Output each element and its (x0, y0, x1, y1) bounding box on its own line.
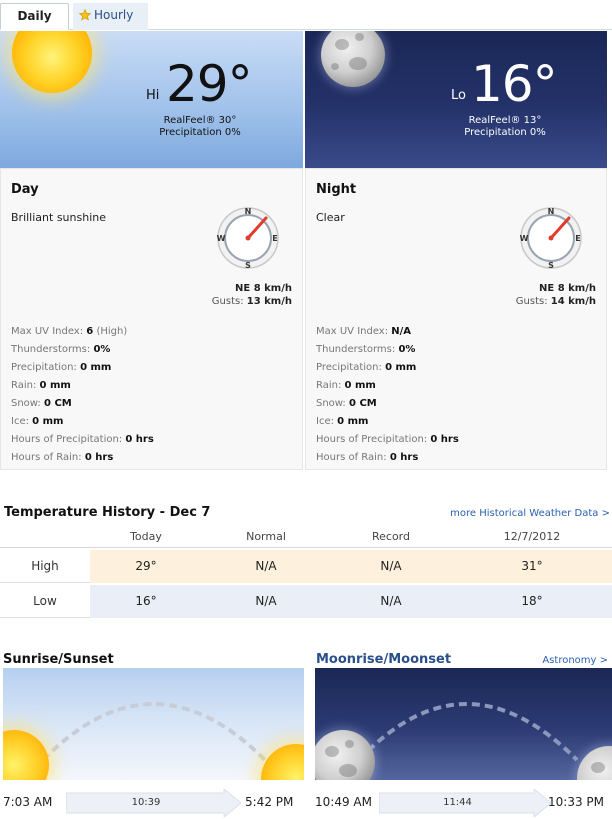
history-cell: 29° (135, 559, 157, 573)
sunset-time: 5:42 PM (245, 795, 294, 809)
sunrise-time: 7:03 AM (3, 795, 53, 809)
history-cell: 31° (521, 559, 543, 573)
moon-times (315, 789, 612, 817)
history-row-high (0, 550, 612, 583)
day-stat-precipitation: Precipitation: 0 mm (11, 362, 112, 373)
history-cell: N/A (380, 559, 402, 573)
day-phrase: Brilliant sunshine (11, 211, 106, 224)
moon-icon (321, 31, 385, 87)
sun-arc-scene (3, 668, 304, 780)
history-col-record: Record (371, 530, 410, 543)
day-precipitation: Precipitation 0% (159, 127, 241, 138)
hi-label: Hi (146, 88, 160, 103)
night-stat-hours-precipitation: Hours of Precipitation: 0 hrs (316, 434, 459, 445)
history-row-low (0, 585, 612, 618)
history-col-date: 12/7/2012 (503, 530, 561, 543)
lo-temperature: 16° (471, 55, 557, 113)
day-stat-hours-precipitation: Hours of Precipitation: 0 hrs (11, 434, 154, 445)
night-stat-thunderstorms: Thunderstorms: 0% (316, 344, 416, 355)
compass-n: N (244, 207, 252, 216)
day-stat-uv: Max UV Index: 6 (High) (11, 326, 128, 337)
night-precipitation: Precipitation 0% (464, 127, 546, 138)
night-gusts-label: Gusts: (515, 296, 548, 307)
hi-temperature: 29° (166, 55, 252, 113)
day-wind (212, 282, 292, 308)
day-details-panel (0, 168, 303, 470)
star-icon (79, 5, 91, 30)
historical-data-link[interactable]: more Historical Weather Data > (450, 508, 610, 519)
compass-e: E (575, 234, 581, 243)
history-cell: 18° (521, 594, 543, 608)
night-banner (305, 31, 607, 168)
day-heading: Day (11, 182, 39, 197)
day-stat-rain: Rain: 0 mm (11, 380, 71, 391)
wind-compass-icon (519, 206, 583, 270)
moonset-time: 10:33 PM (548, 795, 604, 809)
moonrise-moonset-title: Moonrise/Moonset (316, 652, 452, 667)
day-banner (0, 31, 303, 168)
day-wind-direction: NE 8 km/h (235, 283, 292, 294)
tab-daily-label: Daily (17, 9, 52, 23)
wind-compass-icon (216, 206, 280, 270)
night-stat-snow: Snow: 0 CM (316, 398, 377, 409)
tab-hourly-label: Hourly (94, 8, 134, 22)
sun-duration: 10:39 (131, 797, 161, 808)
sun-times (0, 789, 305, 817)
history-cell: N/A (255, 594, 277, 608)
night-stat-hours-rain: Hours of Rain: 0 hrs (316, 452, 419, 463)
compass-w: W (519, 234, 529, 243)
night-details-panel (305, 168, 607, 470)
night-heading: Night (316, 182, 357, 197)
sun-icon (12, 31, 92, 93)
astronomy-link[interactable]: Astronomy > (542, 655, 608, 666)
history-row-label: Low (33, 594, 57, 608)
moon-arc-scene (315, 668, 612, 780)
history-title: Temperature History - Dec 7 (4, 505, 211, 520)
night-stat-rain: Rain: 0 mm (316, 380, 376, 391)
night-wind (516, 282, 596, 308)
history-cell: 16° (135, 594, 157, 608)
history-col-normal: Normal (246, 530, 286, 543)
day-gusts-value: 13 km/h (246, 296, 292, 307)
day-stat-hours-rain: Hours of Rain: 0 hrs (11, 452, 114, 463)
night-stats (316, 323, 459, 467)
history-col-today: Today (130, 530, 162, 543)
day-stats (11, 323, 154, 467)
night-stat-precipitation: Precipitation: 0 mm (316, 362, 417, 373)
moonrise-time: 10:49 AM (315, 795, 372, 809)
night-gusts-value: 14 km/h (550, 296, 596, 307)
lo-label: Lo (451, 88, 466, 103)
compass-s: S (548, 261, 554, 270)
night-stat-uv: Max UV Index: N/A (316, 326, 412, 337)
compass-s: S (245, 261, 251, 270)
day-stat-thunderstorms: Thunderstorms: 0% (11, 344, 111, 355)
day-realfeel: RealFeel® 30° (163, 115, 237, 126)
tab-hourly[interactable] (73, 3, 148, 30)
moon-duration: 11:44 (443, 797, 472, 808)
day-gusts-label: Gusts: (211, 296, 244, 307)
tab-daily[interactable] (0, 3, 69, 30)
history-cell: N/A (380, 594, 402, 608)
history-row-label: High (31, 559, 59, 573)
day-stat-ice: Ice: 0 mm (11, 416, 64, 427)
compass-e: E (272, 234, 278, 243)
tab-bar (0, 0, 612, 30)
history-cell: N/A (255, 559, 277, 573)
compass-w: W (216, 234, 226, 243)
night-wind-direction: NE 8 km/h (539, 283, 596, 294)
night-phrase: Clear (316, 211, 345, 224)
history-header-row (0, 526, 612, 548)
compass-n: N (547, 207, 555, 216)
day-stat-snow: Snow: 0 CM (11, 398, 72, 409)
night-realfeel: RealFeel® 13° (468, 115, 542, 126)
night-stat-ice: Ice: 0 mm (316, 416, 369, 427)
sunrise-sunset-title: Sunrise/Sunset (3, 652, 114, 667)
